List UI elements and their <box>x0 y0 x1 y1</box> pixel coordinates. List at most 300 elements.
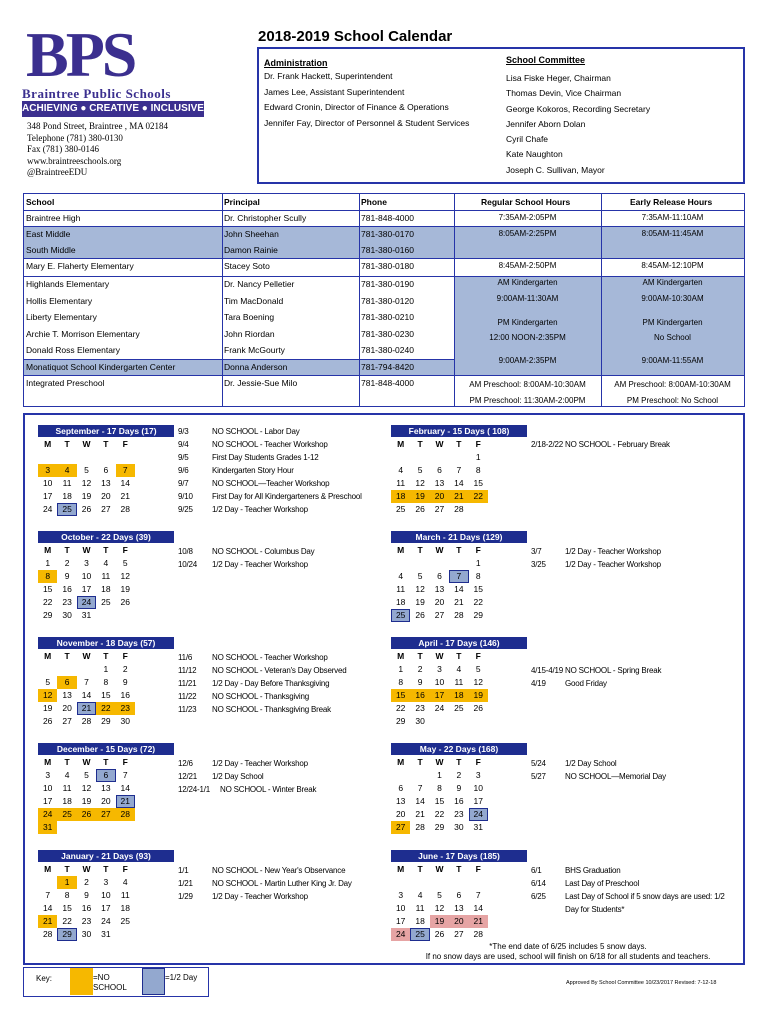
calendar-day: 13 <box>62 690 72 700</box>
calendar-day: 26 <box>77 808 96 821</box>
phone-number: 781-380-0240 <box>361 345 414 355</box>
weekday-label: F <box>122 864 128 874</box>
pm-kinder-regular: 12:00 NOON-2:35PM <box>489 333 566 342</box>
calendar-day: 6 <box>96 769 115 782</box>
calendar-day: 15 <box>391 689 410 702</box>
calendar-day: 25 <box>454 703 464 713</box>
calendar-day: 4 <box>417 890 423 900</box>
note-text: NO SCHOOL - Teacher Workshop <box>212 440 328 449</box>
key-label: Key: <box>36 974 53 983</box>
calendar-day: 1 <box>103 664 109 674</box>
calendar-day: 25 <box>120 916 130 926</box>
note-text: 1/2 Day - Teacher Workshop <box>565 547 661 556</box>
month-title: June - 17 Days (185) <box>391 850 527 862</box>
calendar-day <box>96 821 115 834</box>
note-date: 1/1 <box>178 866 189 875</box>
calendar-day: 14 <box>120 783 130 793</box>
calendar-day: 1 <box>475 558 481 568</box>
calendar-day: 21 <box>415 809 425 819</box>
calendar-day: 12 <box>120 571 130 581</box>
calendar-day <box>449 715 468 728</box>
calendar-day: 18 <box>395 597 406 607</box>
weekday-label: T <box>103 439 109 449</box>
month-notes <box>531 664 736 690</box>
calendar-day <box>96 609 115 622</box>
month-notes <box>531 864 736 916</box>
principal-name: Dr. Jessie-Sue Milo <box>224 378 298 388</box>
phone-number: 781-380-0160 <box>361 245 414 255</box>
calendar-day: 14 <box>81 690 92 700</box>
calendar-day: 13 <box>434 584 445 594</box>
note-entry <box>531 558 736 571</box>
note-date: 10/24 <box>178 560 198 569</box>
bhs-early: 7:35AM-11:10AM <box>641 213 704 222</box>
month-title: September - 17 Days (17) <box>38 425 174 437</box>
month-notes <box>178 425 383 516</box>
weekday-label: F <box>475 545 481 555</box>
weekday-label: T <box>64 757 70 767</box>
calendar-day <box>469 715 488 728</box>
calendar-day: 17 <box>81 584 92 594</box>
calendar-day: 15 <box>473 584 483 594</box>
calendar-day: 8 <box>38 570 57 583</box>
monatiquot-regular: 9:00AM-2:35PM <box>498 356 557 365</box>
calendar-day: 27 <box>62 716 72 726</box>
calendar-day <box>38 663 57 676</box>
calendar-day: 26 <box>42 716 53 726</box>
note-entry <box>531 770 736 783</box>
committee-member: Jennifer Aborn Dolan <box>506 118 586 129</box>
calendar-day: 15 <box>101 690 111 700</box>
fax: Fax (781) 380-0146 <box>27 144 99 154</box>
weekday-label: W <box>435 651 444 661</box>
committee-member: Kate Naughton <box>506 149 563 160</box>
calendar-day: 13 <box>395 796 406 806</box>
twitter-handle[interactable]: @BraintreeEDU <box>27 167 88 177</box>
calendar-day: 30 <box>81 929 92 939</box>
weekday-label: F <box>122 545 128 555</box>
calendar-day: 4 <box>398 571 404 581</box>
principal-name: Damon Rainie <box>224 245 278 255</box>
phone-number: 781-848-4000 <box>361 378 414 388</box>
note-text: NO SCHOOL - Veteran's Day Observed <box>212 666 347 675</box>
principal-name: Stacey Soto <box>224 261 270 271</box>
month-calendar <box>38 637 174 728</box>
note-text: 1/2 Day - Teacher Workshop <box>212 759 308 768</box>
note-date: 9/5 <box>178 453 189 462</box>
calendar-day <box>96 451 115 464</box>
calendar-day: 12 <box>415 584 425 594</box>
calendar-day: 2 <box>456 770 462 780</box>
am-kinder-label: AM Kindergarten <box>497 278 558 287</box>
table-header <box>24 194 744 210</box>
calendar-day: 11 <box>120 890 130 900</box>
note-entry <box>178 490 383 503</box>
note-date: 2/18-2/22 <box>531 440 564 449</box>
month-title: March - 21 Days (129) <box>391 531 527 543</box>
weekday-label: T <box>417 757 423 767</box>
committee-section <box>506 55 650 178</box>
monatiquot-early: 9:00AM-11:55AM <box>641 356 704 365</box>
calendar-day: 22 <box>473 597 483 607</box>
calendar-day <box>57 451 76 464</box>
month-notes <box>178 545 383 571</box>
calendar-day: 20 <box>395 809 406 819</box>
key-no-school: =NO SCHOOL <box>93 973 127 992</box>
calendar-day: 11 <box>396 478 406 488</box>
calendar-day: 31 <box>473 822 483 832</box>
note-text: NO SCHOOL - Winter Break <box>220 785 317 794</box>
note-date: 3/7 <box>531 547 542 556</box>
calendar-day: 16 <box>410 689 429 702</box>
calendar-day: 26 <box>81 504 92 514</box>
calendar-day <box>430 451 449 464</box>
note-text: Kindergarten Story Hour <box>212 466 294 475</box>
calendar-day <box>430 876 449 889</box>
weekday-label: T <box>456 545 462 555</box>
committee-member: George Kokoros, Recording Secretary <box>506 103 651 114</box>
note-text: 1/2 Day School <box>212 772 264 781</box>
weekday-label: M <box>397 545 405 555</box>
note-date: 9/7 <box>178 479 189 488</box>
weekday-label: W <box>82 757 91 767</box>
weekday-label: T <box>64 545 70 555</box>
no-school-swatch <box>70 968 93 995</box>
calendar-day: 8 <box>64 890 70 900</box>
calendar-day: 27 <box>96 808 115 821</box>
calendar-day: 28 <box>120 504 130 514</box>
snow-note-line: If no snow days are used, school will finish on 6/18 for all students and teachers. <box>425 952 711 961</box>
calendar-day: 30 <box>120 716 130 726</box>
calendar-day <box>391 876 410 889</box>
month-title: April - 17 Days (146) <box>391 637 527 649</box>
calendar-day: 26 <box>415 610 425 620</box>
calendar-day: 24 <box>77 596 96 609</box>
phone-number: 781-848-4000 <box>361 213 414 223</box>
note-text: NO SCHOOL - February Break <box>565 440 670 449</box>
elementary-early: 8:45AM-12:10PM <box>641 261 704 270</box>
note-entry <box>178 464 383 477</box>
calendar-day: 28 <box>81 716 92 726</box>
note-date: 3/25 <box>531 560 546 569</box>
calendar-day: 27 <box>454 929 464 939</box>
calendar-day: 10 <box>434 677 445 687</box>
admin-person: Edward Cronin, Director of Finance & Operations <box>264 102 449 112</box>
calendar-day: 22 <box>469 490 488 503</box>
weekday-label: T <box>103 545 109 555</box>
calendar-day: 11 <box>454 677 464 687</box>
street-address: 348 Pond Street, Braintree , MA 02184 <box>27 121 168 131</box>
weekday-label: T <box>64 651 70 661</box>
note-entry <box>178 757 383 770</box>
note-entry <box>531 545 736 558</box>
calendar-day <box>410 876 429 889</box>
note-text: NO SCHOOL - Martin Luther King Jr. Day <box>212 879 352 888</box>
calendar-day <box>38 876 57 889</box>
calendar-day: 18 <box>449 689 468 702</box>
calendar-day: 19 <box>410 490 429 503</box>
calendar-day: 16 <box>81 903 92 913</box>
calendar-day: 24 <box>101 916 111 926</box>
header-phone: Phone <box>361 197 387 207</box>
note-date: 6/14 <box>531 879 546 888</box>
calendar-day: 8 <box>103 677 109 687</box>
calendar-day: 27 <box>434 504 445 514</box>
month-notes <box>531 757 736 783</box>
note-entry <box>178 503 383 516</box>
note-text: NO SCHOOL—Memorial Day <box>565 772 666 781</box>
am-kinder-early: 9:00AM-10:30AM <box>641 294 704 303</box>
weekday-label: F <box>122 757 128 767</box>
weekday-label: T <box>417 651 423 661</box>
legend-key <box>23 967 209 997</box>
month-notes <box>178 864 383 903</box>
calendar-day: 13 <box>101 478 111 488</box>
school-name: Hollis Elementary <box>26 296 93 306</box>
elementary-regular: 8:45AM-2:50PM <box>498 261 557 270</box>
weekday-label: T <box>456 439 462 449</box>
calendar-day: 21 <box>449 490 468 503</box>
calendar-day: 14 <box>42 903 53 913</box>
website-link[interactable]: www.braintreeschools.org <box>27 155 122 166</box>
calendar-day: 4 <box>103 558 109 568</box>
month-title: May - 22 Days (168) <box>391 743 527 755</box>
committee-heading: School Committee <box>506 55 586 65</box>
committee-member: Lisa Fiske Heger, Chairman <box>506 73 611 83</box>
note-entry <box>531 877 736 890</box>
month-calendar <box>38 743 174 834</box>
weekday-label: W <box>82 864 91 874</box>
calendar-day: 29 <box>57 928 76 941</box>
weekday-label: T <box>64 439 70 449</box>
calendar-day: 5 <box>84 465 89 475</box>
calendar-day: 26 <box>434 929 445 939</box>
calendar-day: 12 <box>415 478 425 488</box>
calendar-day: 3 <box>398 890 404 900</box>
note-text: First Day Students Grades 1-12 <box>212 453 319 462</box>
school-name: Archie T. Morrison Elementary <box>26 329 140 339</box>
phone-number: 781-794-8420 <box>361 362 414 372</box>
weekday-label: F <box>475 864 481 874</box>
calendar-day: 17 <box>42 491 53 501</box>
calendar-day: 13 <box>434 478 445 488</box>
logo-letters: BPS <box>26 19 135 90</box>
note-text: NO SCHOOL - Spring Break <box>565 666 662 675</box>
calendar-day: 8 <box>398 677 404 687</box>
note-text: Good Friday <box>565 679 607 688</box>
am-kinder-label-early: AM Kindergarten <box>642 278 703 287</box>
calendar-day <box>410 557 429 570</box>
calendar-day: 24 <box>434 703 445 713</box>
note-entry <box>531 664 736 677</box>
calendar-day: 18 <box>62 491 72 501</box>
weekday-label: W <box>435 757 444 767</box>
note-date: 6/25 <box>531 892 546 901</box>
calendar-day: 9 <box>417 677 423 687</box>
calendar-day: 21 <box>116 795 135 808</box>
calendar-day: 7 <box>417 783 423 793</box>
note-date: 9/25 <box>178 505 193 514</box>
calendar-day <box>391 451 410 464</box>
admin-person: Dr. Frank Hackett, Superintendent <box>264 71 393 81</box>
calendar-day <box>469 876 488 889</box>
calendar-day: 8 <box>437 783 442 793</box>
weekday-label: T <box>103 757 109 767</box>
principal-name: Dr. Christopher Scully <box>224 213 307 223</box>
calendar-day: 19 <box>120 584 130 594</box>
principal-name: John Sheehan <box>224 229 279 239</box>
weekday-label: W <box>82 439 91 449</box>
note-entry <box>178 651 383 664</box>
pm-kinder-label-early: PM Kindergarten <box>642 318 703 327</box>
weekday-label: T <box>64 864 70 874</box>
calendar-day: 4 <box>57 464 76 477</box>
calendar-day: 29 <box>42 610 53 620</box>
calendar-day: 18 <box>62 796 72 806</box>
calendar-day: 28 <box>116 808 135 821</box>
calendar-day: 19 <box>42 703 53 713</box>
calendar-day: 21 <box>454 597 464 607</box>
month-calendar <box>38 531 174 622</box>
calendar-day: 9 <box>64 571 70 581</box>
note-entry <box>178 677 383 690</box>
note-entry <box>178 558 383 571</box>
school-row <box>24 242 744 258</box>
note-entry <box>178 690 383 703</box>
weekday-label: M <box>44 439 52 449</box>
calendar-day: 25 <box>410 928 429 941</box>
header-regular-hours: Regular School Hours <box>481 197 571 207</box>
calendar-day: 4 <box>122 877 128 887</box>
committee-member: Cyril Chafe <box>506 134 549 145</box>
month-calendar <box>391 743 527 834</box>
page-title: 2018-2019 School Calendar <box>258 28 453 45</box>
note-text: 1/2 Day - Teacher Workshop <box>565 560 661 569</box>
calendar-day: 26 <box>120 597 130 607</box>
calendar-day: 2 <box>122 664 128 674</box>
calendar-day: 9 <box>122 677 128 687</box>
calendar-day: 16 <box>120 690 130 700</box>
administration-heading: Administration <box>264 58 328 68</box>
note-text: Last Day of Preschool <box>565 879 640 888</box>
calendar-day: 4 <box>64 770 70 780</box>
note-text: NO SCHOOL - Thanksgiving <box>212 692 310 701</box>
admin-person: Jennifer Fay, Director of Personnel & Student Services <box>264 117 470 128</box>
calendar-day: 9 <box>456 783 462 793</box>
calendar-day: 31 <box>101 929 111 939</box>
weekday-label: T <box>417 864 423 874</box>
snow-note-line: *The end date of 6/25 includes 5 snow days. <box>489 942 647 951</box>
calendar-day <box>116 451 135 464</box>
calendar-day: 20 <box>62 703 72 713</box>
calendar-day: 28 <box>415 822 425 832</box>
calendar-day: 23 <box>454 809 464 819</box>
calendar-day: 25 <box>101 597 111 607</box>
calendar-day: 19 <box>415 597 425 607</box>
calendar-day: 15 <box>473 478 483 488</box>
calendar-day: 23 <box>62 597 72 607</box>
note-date: 5/27 <box>531 772 546 781</box>
school-name: East Middle <box>26 229 71 239</box>
bhs-regular: 7:35AM-2:05PM <box>498 213 557 222</box>
calendar-day: 19 <box>81 491 92 501</box>
pm-kinder-early: No School <box>654 333 691 342</box>
middle-early: 8:05AM-11:45AM <box>641 229 704 238</box>
note-text: 1/2 Day - Teacher Workshop <box>212 505 308 514</box>
calendar-day <box>469 503 488 516</box>
month-calendar <box>391 531 527 622</box>
calendar-day: 25 <box>395 504 406 514</box>
weekday-label: M <box>397 864 405 874</box>
month-title: December - 15 Days (72) <box>38 743 174 755</box>
header-school: School <box>26 197 55 207</box>
calendar-day: 14 <box>454 478 464 488</box>
school-name: Integrated Preschool <box>26 378 105 388</box>
calendar-day: 27 <box>434 610 445 620</box>
district-address <box>27 121 168 179</box>
school-name: Highlands Elementary <box>26 279 110 289</box>
calendar-day: 29 <box>395 716 406 726</box>
weekday-label: M <box>44 757 52 767</box>
telephone: Telephone (781) 380-0130 <box>27 132 123 143</box>
calendar-day: 12 <box>81 783 92 793</box>
calendar-day: 26 <box>415 504 425 514</box>
calendar-day: 26 <box>473 703 483 713</box>
principal-name: Frank McGourty <box>224 345 285 355</box>
note-entry <box>178 425 383 438</box>
calendar-day: 7 <box>116 464 135 477</box>
calendar-day: 22 <box>42 597 53 607</box>
note-entry <box>178 703 383 716</box>
note-entry <box>178 438 383 451</box>
weekday-label: M <box>397 757 405 767</box>
calendar-day: 11 <box>62 478 72 488</box>
note-entry <box>178 877 383 890</box>
calendar-day: 11 <box>415 903 425 913</box>
weekday-label: T <box>103 864 109 874</box>
weekday-label: T <box>456 651 462 661</box>
approval-note: Approved By School Committee 10/23/2017 Revised: 7-12-18 <box>566 980 717 986</box>
weekday-label: M <box>397 651 405 661</box>
month-title: October - 22 Days (39) <box>38 531 174 543</box>
calendar-day: 6 <box>456 890 462 900</box>
calendar-day: 30 <box>62 610 72 620</box>
weekday-label: F <box>122 439 128 449</box>
weekday-label: F <box>475 439 481 449</box>
school-hours-table <box>23 193 745 407</box>
note-date: 12/21 <box>178 772 198 781</box>
note-text: NO SCHOOL - Thanksgiving Break <box>212 705 331 714</box>
calendar-day: 11 <box>62 783 72 793</box>
logo-school-name: Braintree Public Schools <box>22 86 171 101</box>
calendar-day <box>116 928 135 941</box>
calendar-day: 10 <box>473 783 483 793</box>
calendar-day: 8 <box>475 465 481 475</box>
calendar-day: 31 <box>38 821 57 834</box>
note-date: 1/21 <box>178 879 193 888</box>
note-entry <box>531 890 736 916</box>
calendar-day: 4 <box>398 465 404 475</box>
calendar-day: 16 <box>454 796 464 806</box>
month-calendar <box>391 850 527 941</box>
month-calendar <box>38 425 174 516</box>
calendar-day: 7 <box>475 890 481 900</box>
calendar-day <box>449 876 468 889</box>
weekday-label: F <box>475 651 481 661</box>
note-date: 11/23 <box>178 705 197 714</box>
calendar-day: 17 <box>101 903 111 913</box>
principal-name: Donna Anderson <box>224 362 288 372</box>
